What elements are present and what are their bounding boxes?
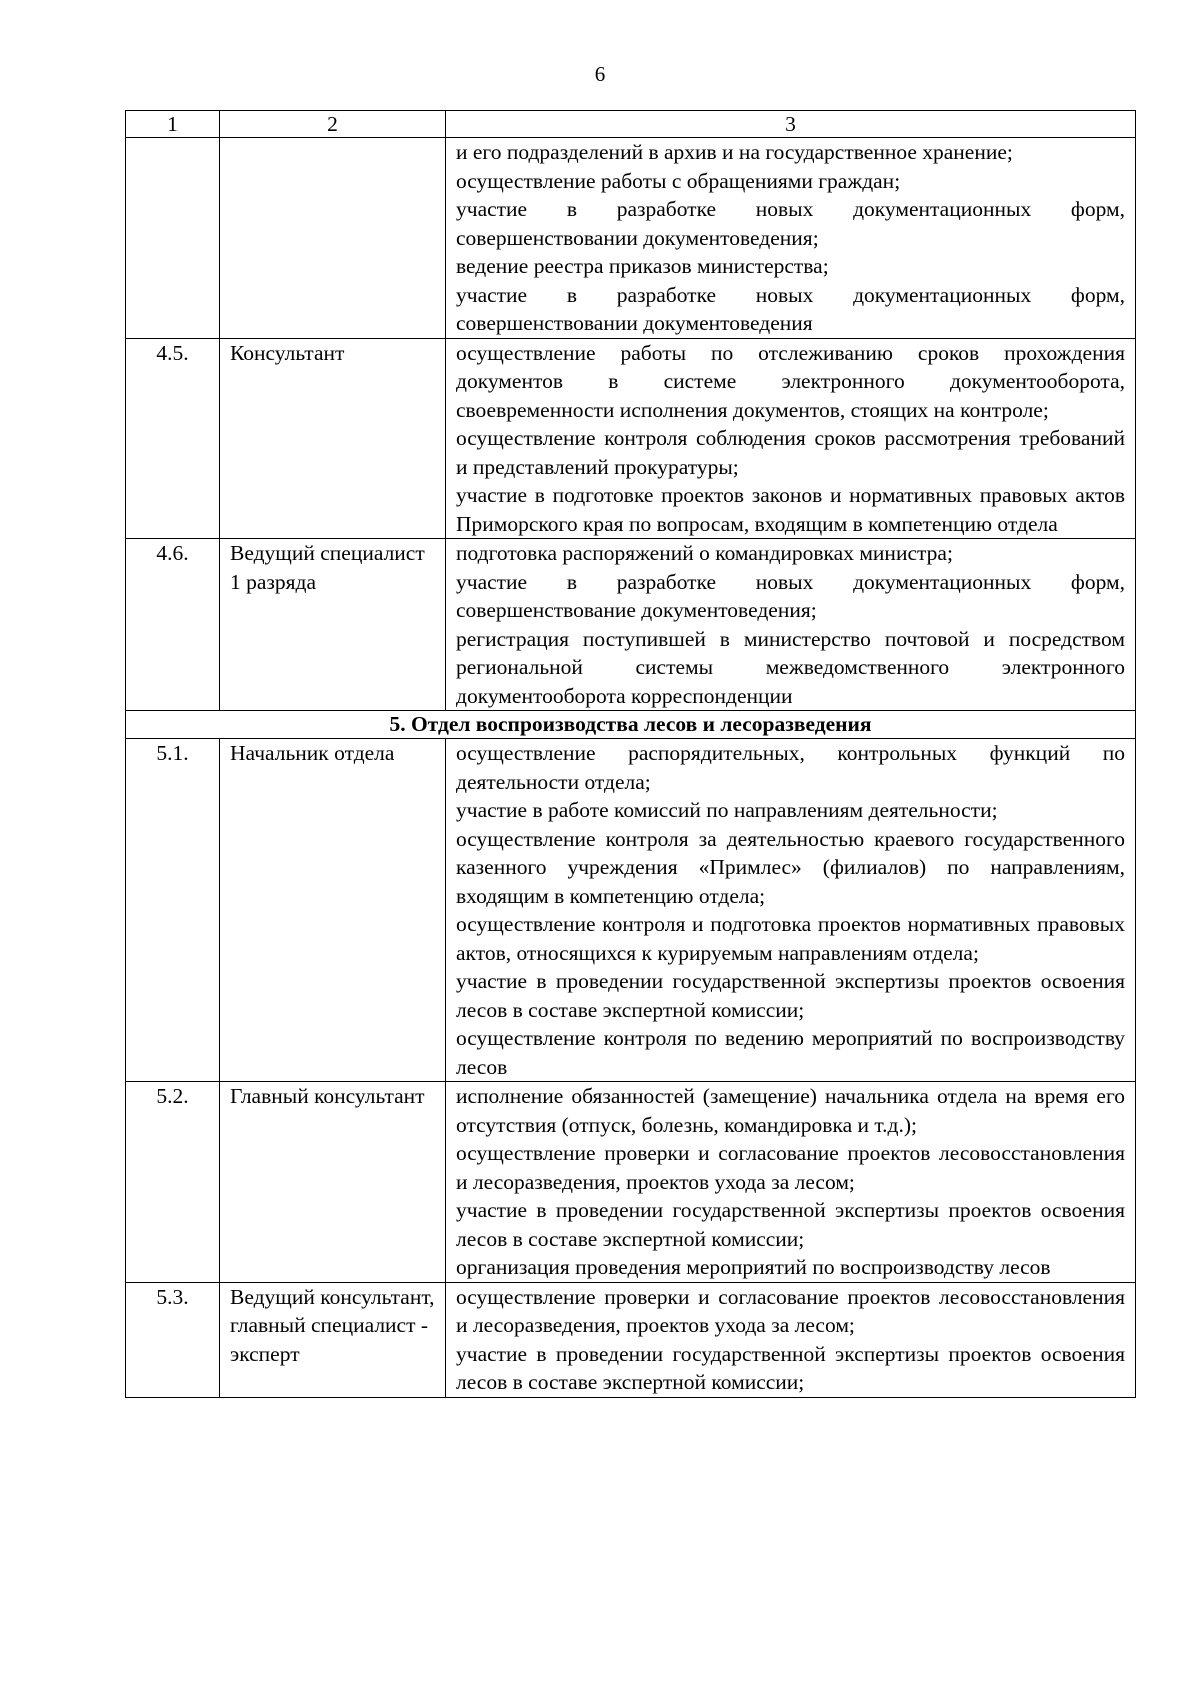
position-title: Ведущий специалист 1 разряда (220, 539, 446, 711)
duty-item: осуществление контроля и подготовка проектов нормативных правовых актов, относящихся к курируемым направлениям отдела; (456, 912, 1125, 965)
duty-item: осуществление проверки и согласование проектов лесовосстановления и лесоразведения, проектов ухода за лесом; (456, 1284, 1125, 1337)
duties-cell (446, 739, 1136, 1082)
table-row (126, 338, 1136, 539)
table-header-row (126, 111, 1136, 138)
duties-cell (446, 539, 1136, 711)
duty-item: осуществление контроля соблюдения сроков рассмотрения требований и представлений прокуратуры; (456, 426, 1125, 479)
duty-item: осуществление работы по отслеживанию сроков прохождения документов в системе электронного документооборота, своевременности исполнения документов, стоящих на контроле; (456, 340, 1125, 422)
section-title: 5. Отдел воспроизводства лесов и лесоразведения (126, 711, 1136, 739)
table-row (126, 539, 1136, 711)
row-number: 5.1. (126, 739, 220, 1082)
duty-item: ведение реестра приказов министерства; (456, 254, 829, 278)
duty-item: осуществление проверки и согласование проектов лесовосстановления и лесоразведения, проектов ухода за лесом; (456, 1141, 1125, 1194)
row-number: 4.5. (126, 338, 220, 539)
duty-item: участие в проведении государственной экспертизы проектов освоения лесов в составе экспертной комиссии; (456, 1341, 1125, 1394)
duty-item: исполнение обязанностей (замещение) начальника отдела на время его отсутствия (отпуск, болезнь, командировка и т.д.); (456, 1084, 1125, 1137)
column-header-number: 1 (126, 111, 220, 138)
duty-item: осуществление работы с обращениями граждан; (456, 168, 901, 193)
duty-item: осуществление контроля за деятельностью краевого государственного казенного учреждения «Примлес» (филиалов) по направлениям, входящим в компетенцию отдела; (456, 826, 1125, 908)
duties-cell (446, 338, 1136, 539)
column-header-duties: 3 (446, 111, 1136, 138)
duty-item: организация проведения мероприятий по воспроизводству лесов (456, 1255, 1051, 1279)
duties-table (125, 110, 1136, 1398)
duty-item: участие в проведении государственной экспертизы проектов освоения лесов в составе экспертной комиссии; (456, 969, 1125, 1022)
row-number: 5.3. (126, 1282, 220, 1397)
page-number: 6 (594, 62, 606, 86)
duty-item: участие в подготовке проектов законов и нормативных правовых актов Приморского края по вопросам, входящим в компетенцию отдела (456, 483, 1125, 536)
row-number (126, 138, 220, 339)
duties-cell (446, 1082, 1136, 1283)
duty-item: подготовка распоряжений о командировках министра; (456, 541, 953, 565)
table-body (126, 138, 1136, 1398)
duty-item: участие в разработке новых документационных форм, совершенствовании документоведения (456, 282, 1125, 335)
duty-item: осуществление контроля по ведению мероприятий по воспроизводству лесов (456, 1026, 1125, 1079)
position-title: Начальник отдела (220, 739, 446, 1082)
table-row (126, 1282, 1136, 1397)
duty-item: участие в разработке новых документационных форм, совершенствование документоведения; (456, 569, 1125, 622)
table-row (126, 1082, 1136, 1283)
section-row (126, 711, 1136, 739)
table-row (126, 739, 1136, 1082)
duty-item: участие в работе комиссий по направлениям деятельности; (456, 798, 998, 822)
row-number: 5.2. (126, 1082, 220, 1283)
position-title (220, 138, 446, 339)
duties-cell (446, 1282, 1136, 1397)
position-title: Главный консультант (220, 1082, 446, 1283)
position-title: Ведущий консультант, главный специалист - эксперт (220, 1282, 446, 1397)
duty-item: регистрация поступившей в министерство почтовой и посредством региональной системы межведомственного электронного документооборота корреспонденции (456, 626, 1125, 708)
duty-item: и его подразделений в архив и на государственное хранение; (456, 140, 1013, 164)
column-header-position: 2 (220, 111, 446, 138)
table-row (126, 138, 1136, 339)
duties-cell (446, 138, 1136, 339)
position-title: Консультант (220, 338, 446, 539)
duty-item: участие в проведении государственной экспертизы проектов освоения лесов в составе экспертной комиссии; (456, 1198, 1125, 1251)
duty-item: осуществление распорядительных, контрольных функций по деятельности отдела; (456, 741, 1125, 794)
row-number: 4.6. (126, 539, 220, 711)
duty-item: участие в разработке новых документационных форм, совершенствовании документоведения; (456, 197, 1125, 250)
